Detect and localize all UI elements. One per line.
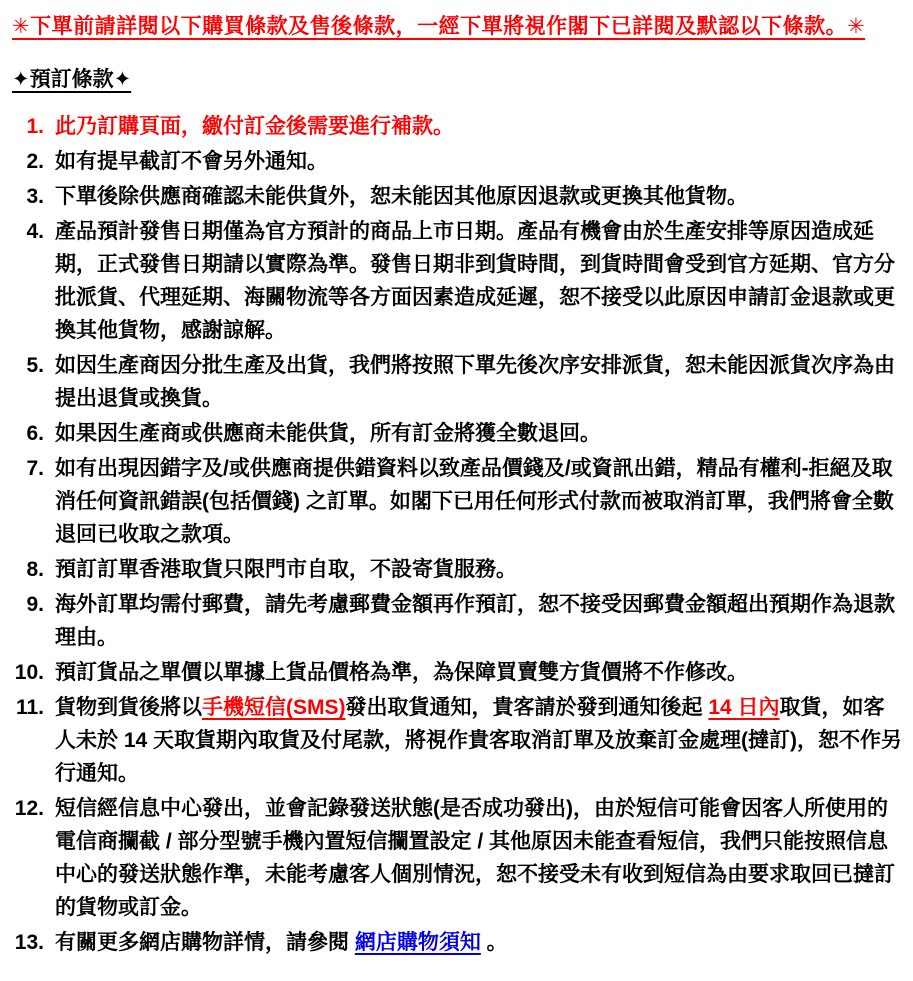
term-number: 1.	[26, 115, 44, 138]
term-number: 5.	[26, 354, 44, 377]
term-text	[55, 792, 903, 924]
term-text	[55, 926, 903, 959]
term-number: 7.	[26, 457, 44, 480]
pickup-deadline-emphasis: 14 日內	[708, 696, 780, 719]
term-text	[55, 553, 903, 586]
term-item	[10, 417, 903, 450]
term-number: 10.	[14, 661, 44, 684]
term-text	[55, 215, 903, 347]
term-number: 13.	[14, 931, 44, 954]
text-segment: 下單後除供應商確認未能供貨外，恕未能因其他原因退款或更換其他貨物。	[55, 185, 748, 208]
term-text	[55, 691, 903, 790]
text-segment: 短信經信息中心發出，並會記錄發送狀態(是否成功發出)，由於短信可能會因客人所使用的電信商攔截 / 部分型號手機內置短信攔置設定 / 其他原因未能查看短信，我們只能按照信息中心的發送狀態作準，未能考慮客人個別情況，恕不接受未有收到短信為由要求取回已撻訂的貨物或訂金。	[55, 797, 895, 919]
text-segment: 預訂貨品之單價以單據上貨品價格為準，為保障買賣雙方貨價將不作修改。	[55, 661, 748, 684]
term-item	[10, 926, 903, 959]
term-text	[55, 180, 903, 213]
term-number: 6.	[26, 422, 44, 445]
term-item	[10, 180, 903, 213]
text-segment: 如因生產商因分批生產及出貨，我們將按照下單先後次序安排派貨，恕未能因派貨次序為由提出退貨或換貨。	[55, 354, 895, 410]
term-item	[10, 656, 903, 689]
term-item	[10, 215, 903, 347]
text-segment: 海外訂單均需付郵費，請先考慮郵費金額再作預訂，恕不接受因郵費金額超出預期作為退款理由。	[55, 593, 895, 649]
purchase-notice-banner: ✳下單前請詳閱以下購買條款及售後條款，一經下單將視作閣下已詳閱及默認以下條款。✳	[12, 15, 866, 38]
text-segment: 有關更多網店購物詳情，請參閱	[55, 931, 355, 954]
term-number: 8.	[26, 558, 44, 581]
sms-emphasis: 手機短信(SMS)	[202, 696, 346, 719]
term-text	[55, 349, 903, 415]
term-text	[55, 145, 903, 178]
text-segment: 發出取貨通知，貴客請於發到通知後起	[345, 696, 709, 719]
text-segment: 預訂訂單香港取貨只限門市自取，不設寄貨服務。	[55, 558, 517, 581]
term-item	[10, 349, 903, 415]
section-title-preorder-terms: ✦預訂條款✦	[12, 68, 132, 91]
term-item	[10, 452, 903, 551]
term-text	[55, 588, 903, 654]
text-segment: 此乃訂購頁面，繳付訂金後需要進行補款。	[55, 115, 454, 138]
term-item	[10, 145, 903, 178]
term-number: 11.	[15, 696, 44, 719]
terms-list	[10, 110, 903, 959]
term-number: 3.	[26, 185, 44, 208]
text-segment: 貨物到貨後將以	[55, 696, 202, 719]
text-segment: 如果因生產商或供應商未能供貨，所有訂金將獲全數退回。	[55, 422, 601, 445]
term-text	[55, 110, 903, 143]
text-segment: 。	[480, 931, 508, 954]
term-item	[10, 792, 903, 924]
term-item	[10, 588, 903, 654]
term-text	[55, 417, 903, 450]
text-segment: 取貨，如客人未於 14 天取貨期內取貨及付尾款，將視作貴客取消訂單及放棄訂金處理(撻訂)，恕不作另行通知。	[55, 696, 903, 785]
term-number: 2.	[26, 150, 44, 173]
term-text	[55, 656, 903, 689]
term-number: 12.	[14, 797, 44, 820]
text-segment: 產品預計發售日期僅為官方預計的商品上市日期。產品有機會由於生產安排等原因造成延期，正式發售日期請以實際為準。發售日期非到貨時間，到貨時間會受到官方延期、官方分批派貨、代理延期、海關物流等各方面因素造成延遲，恕不接受以此原因申請訂金退款或更換其他貨物，感謝諒解。	[55, 220, 895, 342]
term-item	[10, 691, 903, 790]
store-shopping-notice-link[interactable]: 網店購物須知	[354, 931, 481, 954]
text-segment: 如有提早截訂不會另外通知。	[55, 150, 328, 173]
term-text	[55, 452, 903, 551]
term-number: 4.	[26, 220, 44, 243]
term-item	[10, 110, 903, 143]
term-item	[10, 553, 903, 586]
text-segment: 如有出現因錯字及/或供應商提供錯資料以致產品價錢及/或資訊出錯，精品有權利-拒絕及取消任何資訊錯誤(包括價錢) 之訂單。如閣下已用任何形式付款而被取消訂單，我們將會全數退回已收取之款項。	[55, 457, 894, 546]
term-number: 9.	[26, 593, 44, 616]
